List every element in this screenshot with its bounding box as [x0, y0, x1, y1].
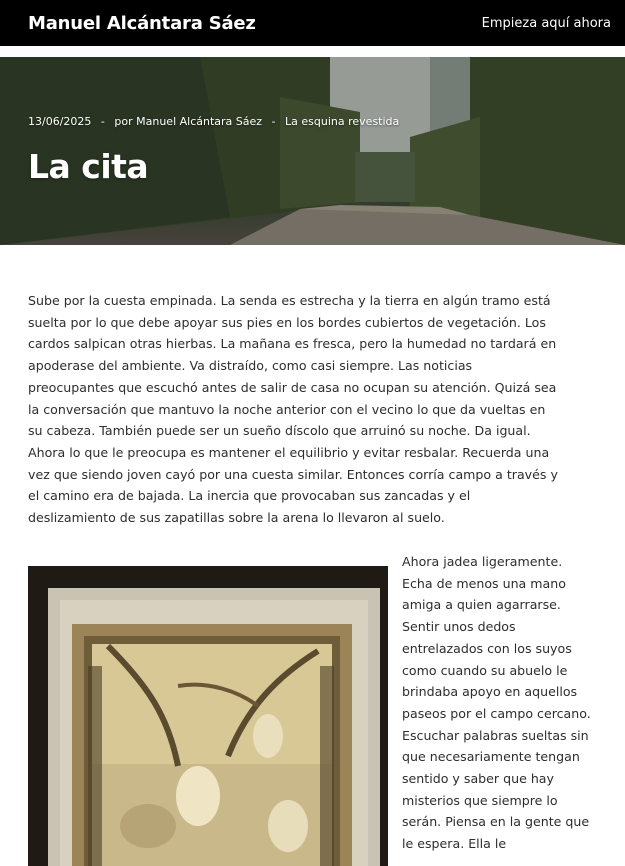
site-title[interactable]: Manuel Alcántara Sáez: [28, 12, 256, 34]
post-category-link[interactable]: La esquina revestida: [285, 115, 400, 128]
hero-banner: [0, 57, 625, 245]
post-title: La cita: [28, 147, 149, 186]
framed-painting-image: [28, 566, 388, 866]
site-header: [0, 0, 625, 46]
post-date: 13/06/2025: [28, 115, 92, 128]
start-here-link[interactable]: Empieza aquí ahora: [481, 15, 611, 31]
post-paragraph: Sube por la cuesta empinada. La senda es estrecha y la tierra en algún tramo está suelta por lo que debe apoyar sus pies en los bordes cubiertos de vegetación. Los cardos salpican otras hierbas. La mañana es fresca, pero la humedad no tardará en apoderase del ambiente. Va distraído, como casi siempre. Las noticias preocupantes que escuchó antes de salir de casa no ocupan su atención. Quizá sea la conversación que mantuvo la noche anterior con el vecino lo que da vueltas en su cabeza. También puede ser un sueño díscolo que arruinó su noche. Da igual. Ahora lo que le preocupa es mantener el equilibrio y evitar resbalar. Recuerda una vez que siendo joven cayó por una cuesta similar. Entonces corría campo a través y el camino era de bajada. La inercia que provocaban sus zancadas y el deslizamiento de sus zapatillas sobre la arena lo llevaron al suelo.: [28, 293, 558, 526]
post-paragraph: Ahora jadea ligeramente. Echa de menos una mano amiga a quien agarrarse. Sentir unos dedos entrelazados con los suyos como cuando su abuelo le brindaba apoyo en aquellos paseos por el campo cercano. Escuchar palabras sueltas sin que necesariamente tengan sentido y saber que hay misterios que siempre lo serán. Piensa en la gente que le espera. Ella le: [402, 554, 591, 852]
post-meta: [28, 115, 399, 128]
meta-separator: -: [100, 115, 105, 128]
meta-separator: -: [271, 115, 276, 128]
post-author-link[interactable]: por Manuel Alcántara Sáez: [114, 115, 263, 128]
